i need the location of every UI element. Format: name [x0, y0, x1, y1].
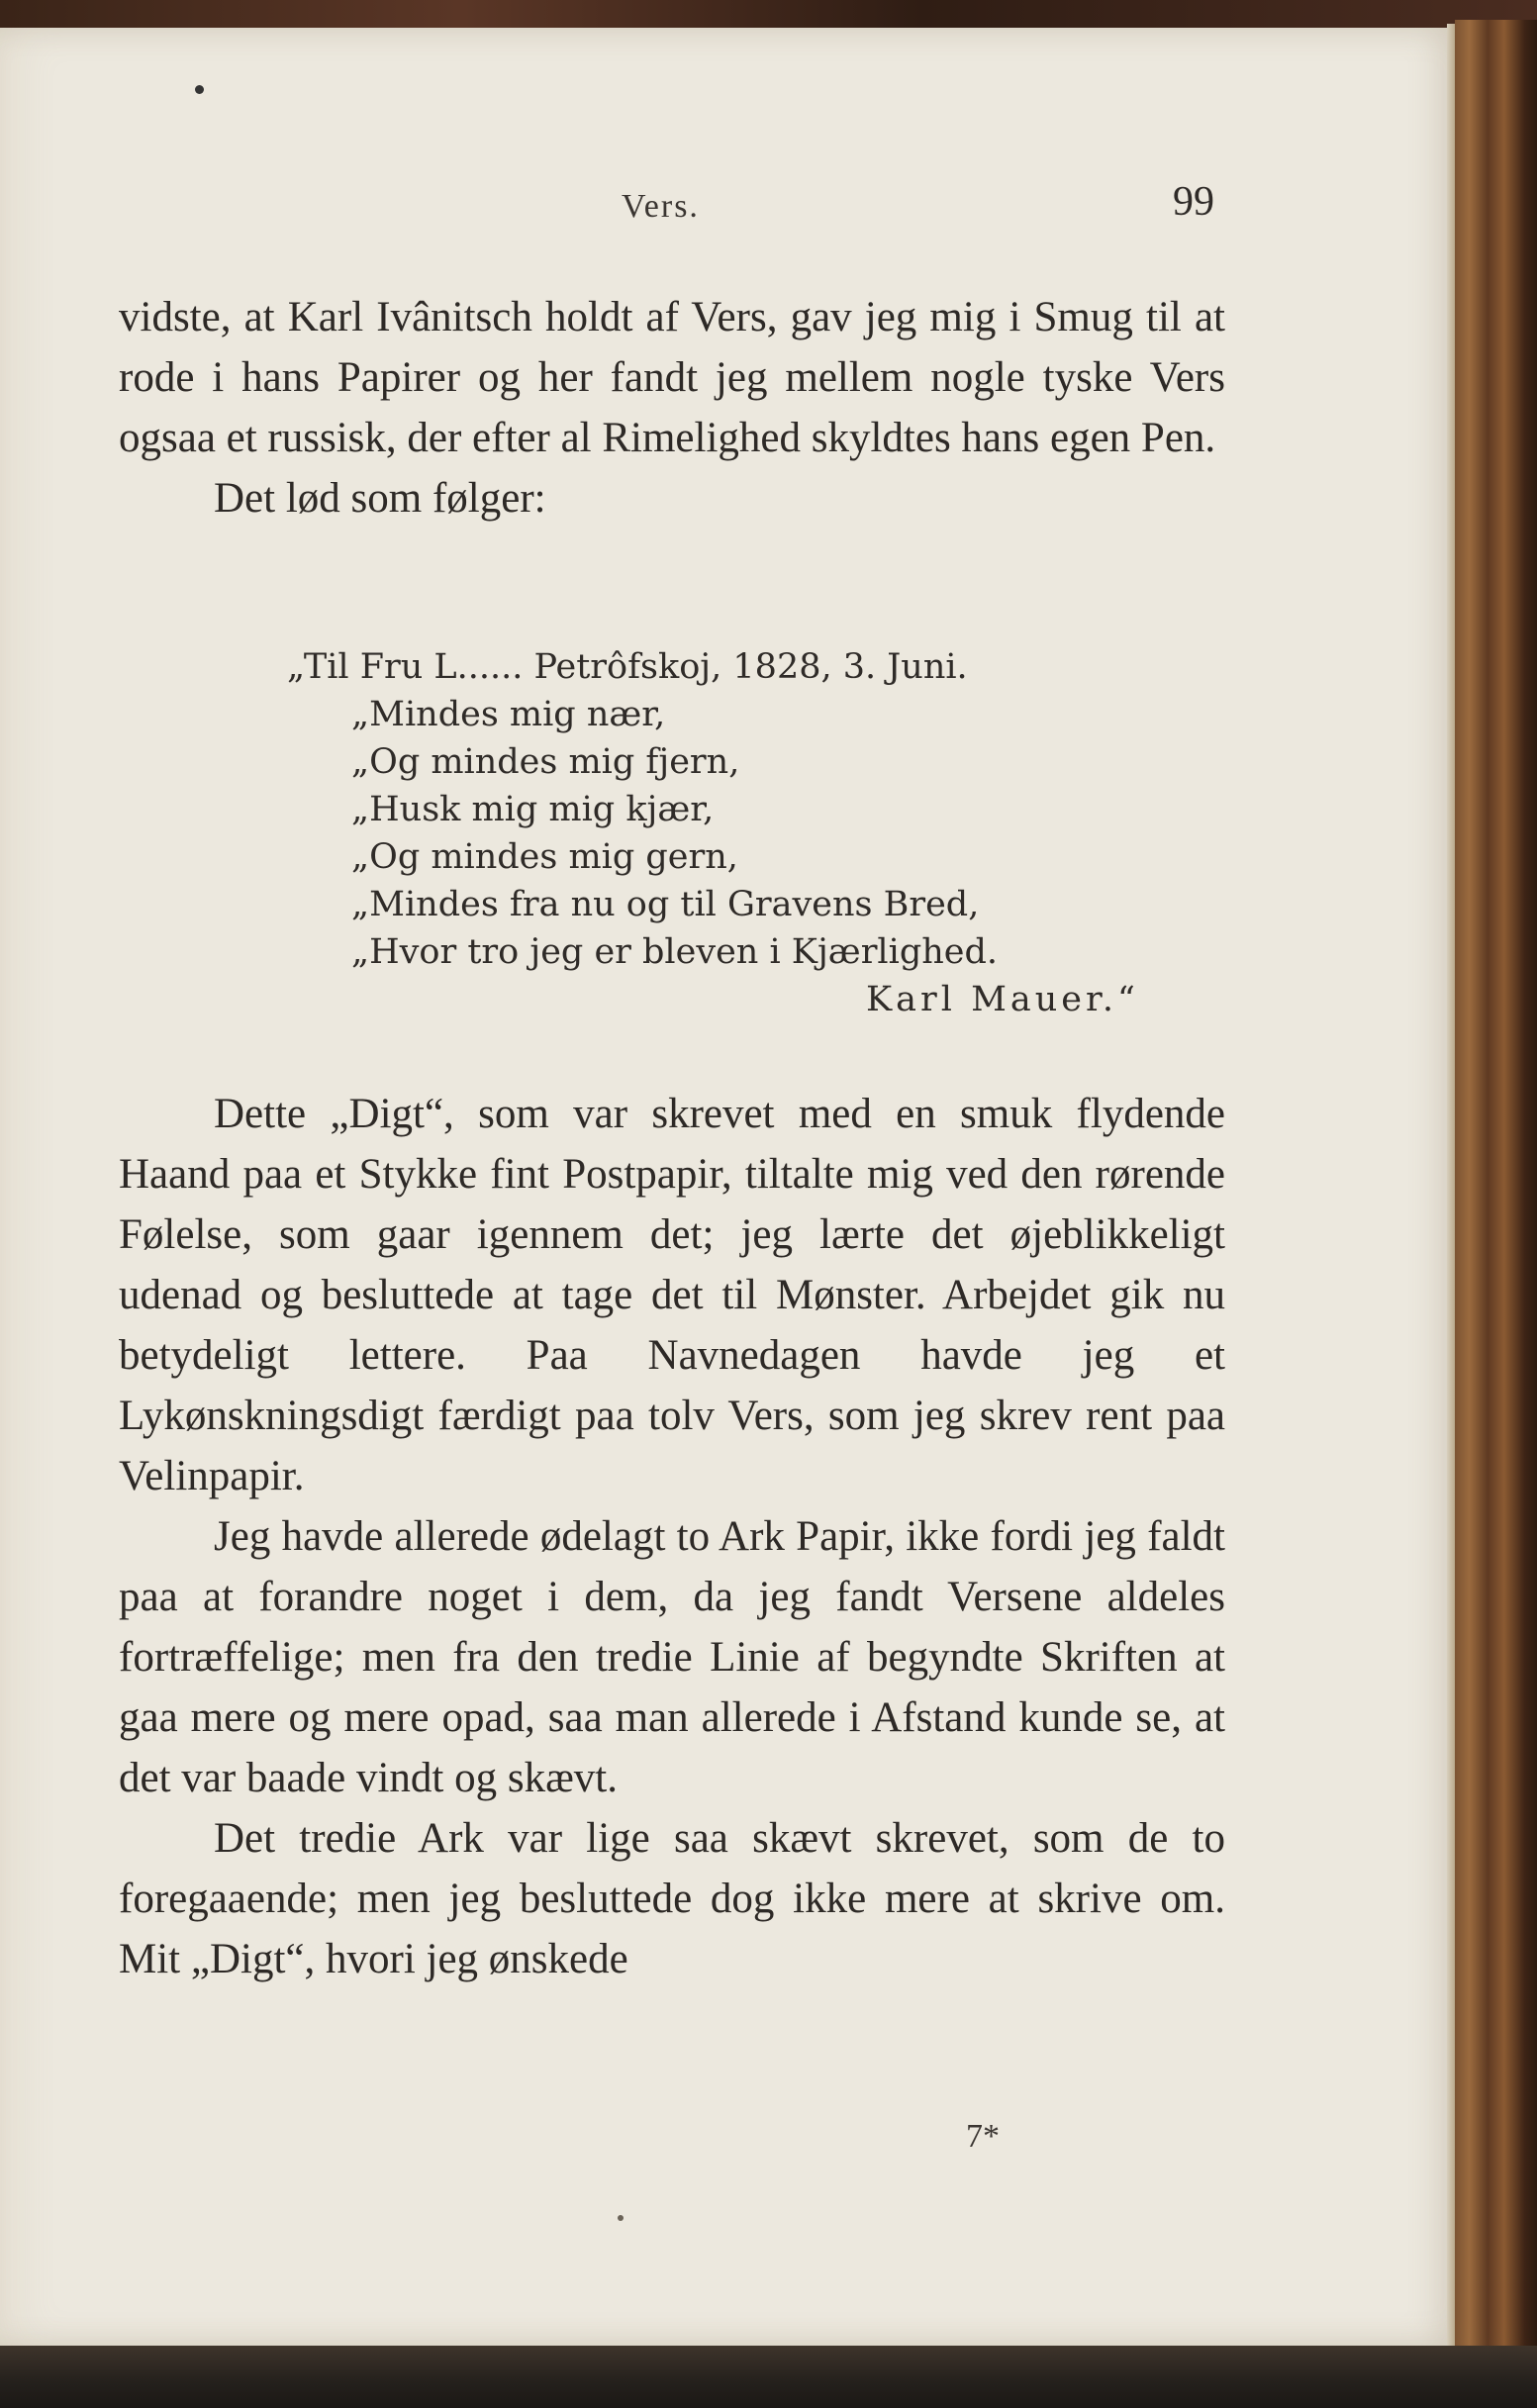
ink-speck [195, 85, 204, 94]
poem-heading: „Til Fru L...... Petrôfskoj, 1828, 3. Juni. [287, 647, 968, 687]
page-number: 99 [1173, 179, 1214, 225]
poem [287, 643, 1178, 1023]
poem-line: „Hvor tro jeg er bleven i Kjærlighed. [351, 932, 999, 972]
book-bottom-edge [0, 2346, 1537, 2408]
poem-line: „Og mindes mig gern, [351, 837, 738, 877]
prose-bottom [119, 1084, 1225, 1989]
paragraph: Det lød som følger: [214, 475, 546, 522]
ink-speck [618, 2215, 624, 2221]
paragraph: vidste, at Karl Ivânitsch holdt af Vers, gav jeg mig i Smug til at rode i hans Papirer og her fandt jeg mellem nogle tyske Vers ogsaa et russisk, der efter al Rimelighed skyldtes hans egen Pen. [119, 294, 1225, 461]
poem-line: „Mindes mig nær, [351, 695, 666, 734]
book-cover-edge [1455, 20, 1537, 2356]
poem-line: „Mindes fra nu og til Gravens Bred, [351, 885, 980, 924]
poem-signature: Karl Mauer.“ [866, 980, 1139, 1019]
printer-signature-mark: 7* [966, 2118, 1000, 2155]
paragraph: Det tredie Ark var lige saa skævt skrevet, som de to foregaaende; men jeg besluttede dog ikke mere at skrive om. Mit „Digt“, hvori jeg ønskede [119, 1815, 1225, 1982]
poem-line: „Og mindes mig fjern, [351, 742, 740, 782]
paragraph: Dette „Digt“, som var skrevet med en smuk flydende Haand paa et Stykke fint Postpapir, tiltalte mig ved den rørende Følelse, som gaar igennem det; jeg lærte det øjeblikkeligt udenad og besluttede at tage det til Mønster. Arbejdet gik nu betydeligt lettere. Paa Navnedagen havde jeg et Lykønskningsdigt færdigt paa tolv Vers, som jeg skrev rent paa Velinpapir. [119, 1091, 1225, 1499]
prose-top [119, 287, 1225, 529]
paragraph: Jeg havde allerede ødelagt to Ark Papir, ikke fordi jeg faldt paa at forandre noget i dem, da jeg fandt Versene aldeles fortræffelige; men fra den tredie Linie af begyndte Skriften at gaa mere og mere opad, saa man allerede i Afstand kunde se, at det var baade vindt og skævt. [119, 1513, 1225, 1801]
poem-line: „Husk mig mig kjær, [351, 790, 715, 829]
running-header: Vers. [622, 188, 700, 225]
